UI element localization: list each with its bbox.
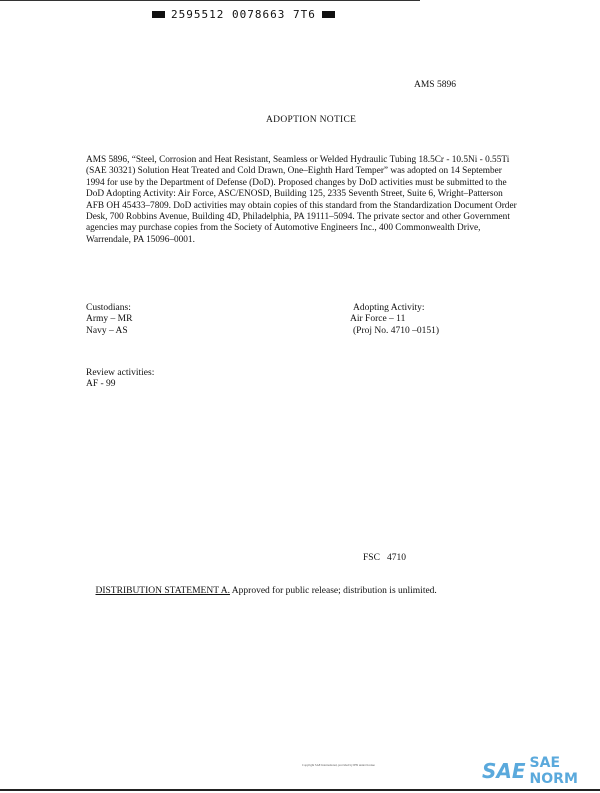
fsc-code: FSC 4710 xyxy=(363,553,407,563)
header-code-text: 2595512 0078663 7T6 xyxy=(171,8,316,21)
review-activities-block xyxy=(86,368,154,391)
adopting-activity-block xyxy=(350,303,439,337)
distribution-label: DISTRIBUTION STATEMENT A. xyxy=(95,586,230,597)
paragraph-line: (SAE 30321) Solution Heat Treated and Cold Drawn, One–Eighth Hard Temper” was adopted on 14 September xyxy=(86,166,502,177)
paragraph-line: Warrendale, PA 15096–0001. xyxy=(86,234,195,245)
paragraph-line: agencies may purchase copies from the Society of Automotive Engineers Inc., 400 Commonwealth Drive, xyxy=(86,223,481,234)
sae-norm-logo xyxy=(482,755,600,787)
distribution-text: Approved for public release; distribution is unlimited. xyxy=(229,586,437,597)
adopting-activity-item: (Proj No. 4710 –0151) xyxy=(353,325,440,336)
page-title: ADOPTION NOTICE xyxy=(266,115,357,125)
paragraph-line: Desk, 700 Robbins Avenue, Building 4D, Philadelphia, PA 19111–5094. The private sector and other Government xyxy=(86,212,510,223)
paragraph-line: AMS 5896, “Steel, Corrosion and Heat Resistant, Seamless or Welded Hydraulic Tubing 18.5Cr - 10.5Ni - 0.55Ti xyxy=(86,155,510,165)
top-rule xyxy=(0,0,420,1)
header-code xyxy=(152,8,335,21)
distribution-statement xyxy=(86,575,437,609)
footer-note: Copyright SAE International, provided by IHS under license xyxy=(302,763,375,767)
block-mark xyxy=(322,11,335,18)
custodian-item: Navy – AS xyxy=(86,325,128,336)
paragraph-line: 1994 for use by the Department of Defense (DoD). Proposed changes by DoD activities must be submitted to the xyxy=(86,177,507,188)
adoption-paragraph xyxy=(86,155,517,246)
review-activity-item: AF - 99 xyxy=(86,379,116,390)
bottom-rule xyxy=(0,789,600,791)
paragraph-line: DoD Adopting Activity: Air Force, ASC/ENOSD, Building 125, 2335 Seventh Street, Suite 6, Wright–Patterson xyxy=(86,189,503,200)
block-mark xyxy=(152,11,165,18)
custodians-block xyxy=(86,303,132,337)
review-activities-label: Review activities: xyxy=(86,368,155,378)
paragraph-line: AFB OH 45433–7809. DoD activities may obtain copies of this standard from the Standardization Document Order xyxy=(86,200,517,211)
adopting-activity-label: Adopting Activity: xyxy=(353,303,425,313)
sae-logo-mark: SAE xyxy=(482,759,526,783)
sae-logo-text: SAE NORM xyxy=(529,755,578,787)
custodians-label: Custodians: xyxy=(86,303,131,313)
custodian-item: Army – MR xyxy=(86,314,133,325)
adopting-activity-item: Air Force – 11 xyxy=(350,314,406,325)
doc-number: AMS 5896 xyxy=(414,80,456,90)
